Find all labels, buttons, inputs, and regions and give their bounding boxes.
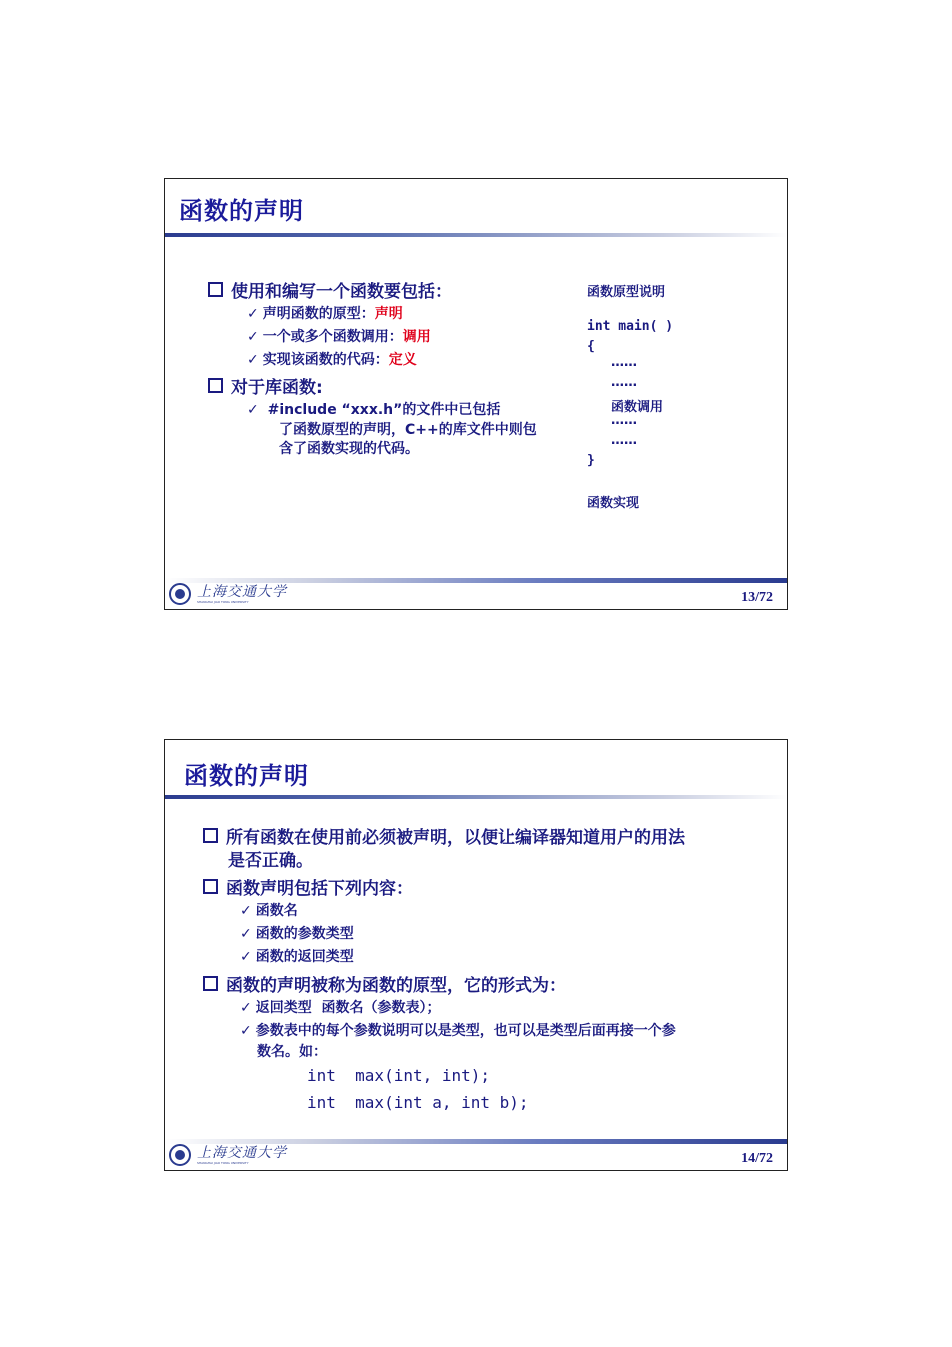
university-logo: 上海交通大学 SHANGHAI JIAO TONG UNIVERSITY bbox=[169, 1143, 287, 1167]
ellipsis: …… bbox=[611, 413, 637, 428]
main-signature: int main( ) bbox=[587, 319, 674, 334]
slide-title: 函数的声明 bbox=[184, 762, 309, 790]
checkmark-icon: ✓ bbox=[247, 402, 259, 418]
library-text-line-2: 了函数原型的声明，C++的库文件中则包 bbox=[279, 422, 537, 438]
prototype-label: 函数原型说明 bbox=[587, 285, 666, 300]
ellipsis: …… bbox=[611, 433, 637, 448]
code-example-2: int max(int a, int b); bbox=[307, 1093, 529, 1112]
ellipsis: …… bbox=[611, 355, 637, 370]
slide-13 bbox=[164, 178, 788, 610]
sub-item-params: ✓ 参数表中的每个参数说明可以是类型，也可以是类型后面再接一个参 bbox=[240, 1023, 676, 1039]
sub-item-name: ✓ 函数名 bbox=[240, 903, 298, 919]
seal-icon bbox=[169, 583, 191, 605]
page-number: 13/72 bbox=[741, 590, 773, 605]
bullet-must-declare-cont: 是否正确。 bbox=[228, 851, 313, 871]
square-bullet-icon bbox=[203, 828, 218, 843]
bullet-library: 对于库函数: bbox=[208, 373, 323, 398]
library-text-line-3: 含了函数实现的代码。 bbox=[279, 441, 419, 457]
checkmark-icon: ✓ bbox=[240, 1000, 252, 1016]
ellipsis: …… bbox=[611, 375, 637, 390]
checkmark-icon: ✓ bbox=[240, 1023, 252, 1039]
sub-item-form: ✓ 返回类型 函数名（参数表）； bbox=[240, 1000, 441, 1016]
open-brace: { bbox=[587, 339, 595, 354]
checkmark-icon: ✓ bbox=[247, 306, 259, 322]
title-underline bbox=[165, 233, 787, 237]
sub-item-return-type: ✓ 函数的返回类型 bbox=[240, 949, 354, 965]
checkmark-icon: ✓ bbox=[247, 352, 259, 368]
page-number: 14/72 bbox=[741, 1151, 773, 1166]
square-bullet-icon bbox=[203, 976, 218, 991]
sub-item-call: ✓ 一个或多个函数调用：调用 bbox=[247, 329, 431, 345]
title-underline bbox=[165, 795, 787, 799]
seal-icon bbox=[169, 1144, 191, 1166]
bullet-must-declare: 所有函数在使用前必须被声明，以便让编译器知道用户的用法 bbox=[203, 823, 685, 848]
square-bullet-icon bbox=[208, 378, 223, 393]
sub-item-prototype: ✓ 声明函数的原型：声明 bbox=[247, 306, 403, 322]
bullet-usage: 使用和编写一个函数要包括： bbox=[208, 277, 452, 302]
code-example-1: int max(int, int); bbox=[307, 1066, 491, 1085]
library-text-line-1: ✓ #include “xxx.h”的文件中已包括 bbox=[247, 402, 501, 418]
checkmark-icon: ✓ bbox=[247, 329, 259, 345]
close-brace: } bbox=[587, 453, 595, 468]
university-logo: 上海交通大学 SHANGHAI JIAO TONG UNIVERSITY bbox=[169, 582, 287, 606]
implementation-label: 函数实现 bbox=[587, 496, 640, 511]
call-label: 函数调用 bbox=[611, 400, 664, 415]
slide-title: 函数的声明 bbox=[179, 197, 304, 225]
square-bullet-icon bbox=[203, 879, 218, 894]
sub-item-param-types: ✓ 函数的参数类型 bbox=[240, 926, 354, 942]
slide-14 bbox=[164, 739, 788, 1171]
square-bullet-icon bbox=[208, 282, 223, 297]
checkmark-icon: ✓ bbox=[240, 903, 252, 919]
sub-item-params-cont: 数名。如： bbox=[257, 1044, 327, 1060]
checkmark-icon: ✓ bbox=[240, 926, 252, 942]
checkmark-icon: ✓ bbox=[240, 949, 252, 965]
bullet-prototype: 函数的声明被称为函数的原型，它的形式为： bbox=[203, 971, 566, 996]
bullet-contents: 函数声明包括下列内容： bbox=[203, 874, 413, 899]
sub-item-definition: ✓ 实现该函数的代码：定义 bbox=[247, 352, 417, 368]
